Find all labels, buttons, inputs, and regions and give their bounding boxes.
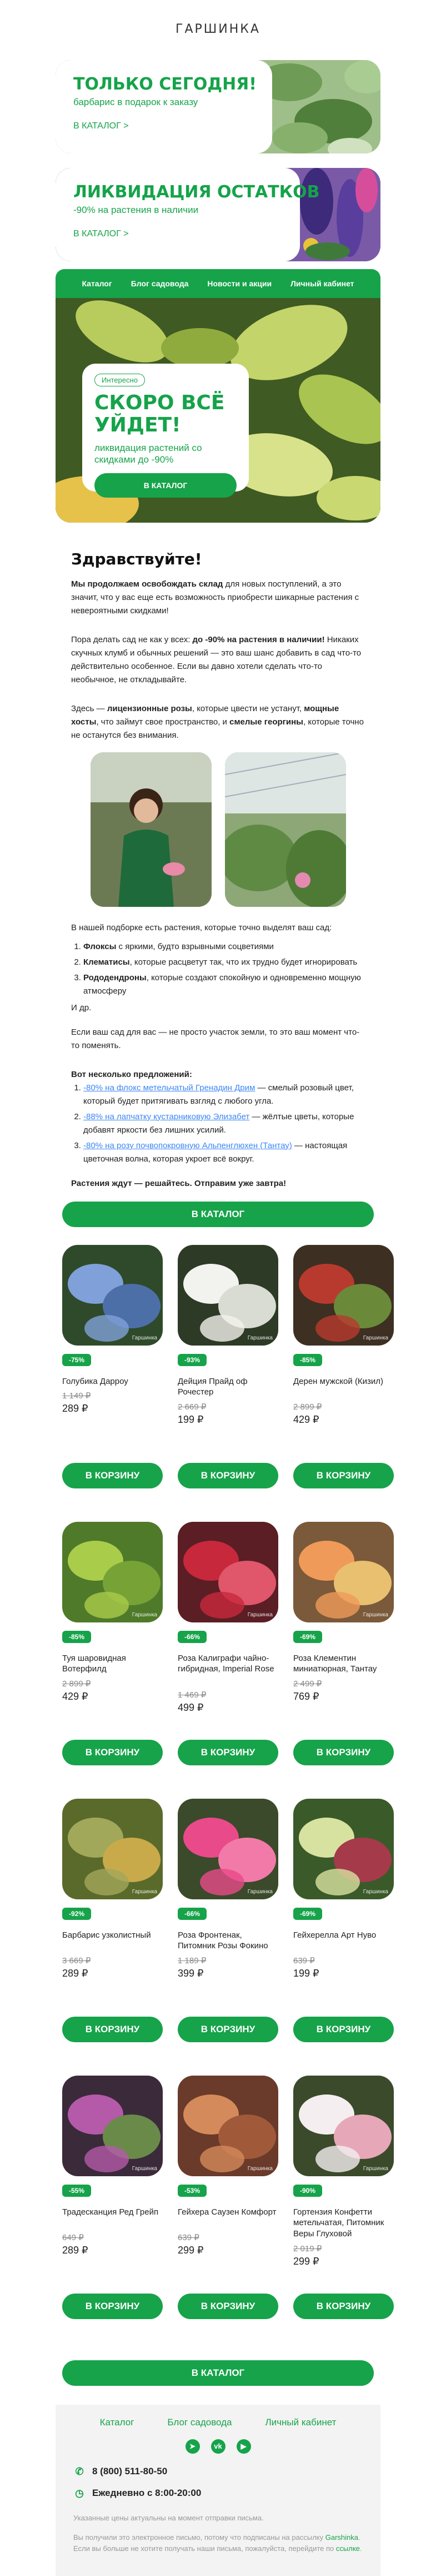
promo-banner-liquidation[interactable] <box>56 168 380 261</box>
watermark: Гаршинка <box>132 1888 157 1895</box>
product-name[interactable]: Традесканция Ред Грейп <box>62 2207 159 2217</box>
current-price: 289 ₽ <box>62 1402 88 1414</box>
hero-catalog-button[interactable]: В КАТАЛОГ <box>94 473 237 498</box>
product-card[interactable] <box>62 2076 163 2352</box>
product-image[interactable] <box>178 2076 278 2176</box>
phone-number[interactable]: 8 (800) 511-80-50 <box>92 2466 168 2477</box>
product-image[interactable] <box>178 1522 278 1622</box>
watermark: Гаршинка <box>132 1334 157 1341</box>
promo-banner-today[interactable] <box>56 60 380 153</box>
product-image[interactable] <box>293 2076 394 2176</box>
add-to-cart-button[interactable]: В КОРЗИНУ <box>178 1740 278 1765</box>
product-image[interactable] <box>293 1799 394 1899</box>
hero-title: СКОРО ВСЁ УЙДЕТ! <box>94 391 225 436</box>
greeting: Здравствуйте! <box>71 550 202 568</box>
product-name[interactable]: Туя шаровидная Вотерфилд <box>62 1653 126 1674</box>
current-price: 769 ₽ <box>293 1690 319 1702</box>
add-to-cart-button[interactable]: В КОРЗИНУ <box>178 2017 278 2042</box>
hours-row <box>73 2488 363 2499</box>
hero-subtitle: ликвидация растений со скидками до -90% <box>94 443 202 465</box>
discount-badge: -93% <box>178 1354 207 1366</box>
product-name[interactable]: Роза Калиграфи чайно-гибридная, Imperial Rose <box>178 1653 274 1674</box>
old-price: 639 ₽ <box>178 2232 199 2242</box>
current-price: 199 ₽ <box>293 1967 319 1979</box>
nav-item-catalog[interactable]: Каталог <box>82 279 112 288</box>
banner-subtitle: -90% на растения в наличии <box>73 204 199 215</box>
product-name[interactable]: Роза Клементин миниатюрная, Тантау <box>293 1653 377 1674</box>
old-price: 2 019 ₽ <box>293 2244 322 2254</box>
add-to-cart-button[interactable]: В КОРЗИНУ <box>178 1463 278 1488</box>
current-price: 429 ₽ <box>62 1690 88 1702</box>
banner-title: ТОЛЬКО СЕГОДНЯ! <box>73 75 257 94</box>
catalog-button[interactable]: В КАТАЛОГ <box>62 1202 374 1227</box>
product-name[interactable]: Гортензия Конфетти метельчатая, Питомник Веры Глуховой <box>293 2207 384 2239</box>
product-name[interactable]: Роза Фронтенак, Питомник Розы Фокино <box>178 1930 268 1951</box>
product-card[interactable] <box>293 1245 394 1522</box>
product-card[interactable] <box>62 1522 163 1799</box>
hero-banner <box>56 298 380 523</box>
product-name[interactable]: Барбарис узколистный <box>62 1930 151 1940</box>
offer-item: 1. -80% на флокс метельчатый Гренадин Дрим — смелый розовый цвет, который будет притягивать взгляд с любого угла. <box>83 1081 365 1108</box>
add-to-cart-button[interactable]: В КОРЗИНУ <box>178 2294 278 2319</box>
discount-badge: -75% <box>62 1354 91 1366</box>
old-price: 639 ₽ <box>293 1955 315 1965</box>
product-card[interactable] <box>293 1522 394 1799</box>
add-to-cart-button[interactable]: В КОРЗИНУ <box>293 2294 394 2319</box>
hero-card <box>82 364 249 492</box>
watermark: Гаршинка <box>247 2165 273 2172</box>
product-card[interactable] <box>62 1245 163 1522</box>
offers-title: Вот несколько предложений: <box>71 1069 192 1079</box>
social-links <box>73 2439 363 2454</box>
footer <box>56 2405 380 2576</box>
product-image[interactable] <box>178 1799 278 1899</box>
list-item: 2. Клематисы, которые расцветут так, что их трудно будет игнорировать <box>83 956 365 969</box>
banner-subtitle: барбарис в подарок к заказу <box>73 96 198 107</box>
discount-badge: -92% <box>62 1908 91 1920</box>
add-to-cart-button[interactable]: В КОРЗИНУ <box>293 2017 394 2042</box>
paragraph-1: Мы продолжаем освобождать склад для новых поступлений, а это значит, что у вас еще есть возможность приобрести шикарные растения с невероятными скидками! <box>71 579 359 616</box>
unsubscribe-note: Вы получили это электронное письмо, потому что подписаны на рассылку Garshinka. Если вы больше не хотите получать наши письма, пожалуйста, перейдите по ссылке. <box>73 2533 362 2553</box>
product-name[interactable]: Дейция Прайд оф Рочестер <box>178 1376 248 1397</box>
current-price: 199 ₽ <box>178 1413 204 1425</box>
product-image[interactable] <box>62 1522 163 1622</box>
product-name[interactable]: Гейхера Саузен Комфорт <box>178 2207 277 2217</box>
product-image[interactable] <box>178 1245 278 1346</box>
paragraph-3: Здесь — лицензионные розы, которые цвести не устанут, мощные хосты, что займут свое пространство, и смелые георгины, которые точно не останутся без внимания. <box>71 703 364 740</box>
current-price: 429 ₽ <box>293 1413 319 1425</box>
old-price: 1 149 ₽ <box>62 1391 91 1401</box>
old-price: 2 669 ₽ <box>178 1402 207 1412</box>
watermark: Гаршинка <box>363 2165 388 2172</box>
watermark: Гаршинка <box>363 1888 388 1895</box>
phone-row <box>73 2466 363 2478</box>
product-card[interactable] <box>62 1799 163 2076</box>
product-name[interactable]: Дерен мужской (Кизил) <box>293 1376 384 1386</box>
hero-pill: Интересно <box>94 374 145 386</box>
product-card[interactable] <box>178 1799 278 2076</box>
old-price: 1 189 ₽ <box>178 1955 207 1965</box>
product-image[interactable] <box>62 2076 163 2176</box>
vk-icon[interactable]: vk <box>211 2439 225 2454</box>
product-grid <box>0 1245 436 2352</box>
catalog-button-bottom[interactable]: В КАТАЛОГ <box>62 2360 374 2386</box>
paragraph-5: Если ваш сад для вас — не просто участок земли, то это ваш момент что-то поменять. <box>71 1027 360 1050</box>
add-to-cart-button[interactable]: В КОРЗИНУ <box>293 1463 394 1488</box>
product-card[interactable] <box>293 1799 394 2076</box>
brand-logo[interactable]: ГАРШИНКА <box>176 22 260 36</box>
nav-item-news[interactable]: Новости и акции <box>207 279 272 288</box>
product-image[interactable] <box>293 1522 394 1622</box>
plant-list <box>83 940 365 998</box>
old-price: 2 499 ₽ <box>293 1679 322 1689</box>
unsubscribe-link[interactable]: ссылке <box>335 2544 360 2553</box>
footer-link-blog[interactable]: Блог садовода <box>167 2416 232 2428</box>
add-to-cart-button[interactable]: В КОРЗИНУ <box>62 2294 163 2319</box>
discount-badge: -90% <box>293 2185 322 2197</box>
discount-badge: -53% <box>178 2185 207 2197</box>
product-card[interactable] <box>178 2076 278 2352</box>
photo-row <box>71 752 365 907</box>
banner-catalog-link[interactable]: В КАТАЛОГ > <box>73 121 129 131</box>
working-hours: Ежедневно с 8:00-20:00 <box>92 2488 202 2499</box>
discount-badge: -66% <box>178 1908 207 1920</box>
add-to-cart-button[interactable]: В КОРЗИНУ <box>62 2017 163 2042</box>
offer-link[interactable]: -80% на розу почвопокровную Альпенглюхен (Тантау) <box>83 1140 292 1150</box>
current-price: 499 ₽ <box>178 1701 204 1713</box>
current-price: 289 ₽ <box>62 1967 88 1979</box>
offer-item: 3. -80% на розу почвопокровную Альпенглюхен (Тантау) — настоящая цветочная волна, которая укроет всё вокруг. <box>83 1139 365 1166</box>
list-item: 1. Флоксы с яркими, будто взрывными соцветиями <box>83 940 365 954</box>
nav-item-account[interactable]: Личный кабинет <box>290 279 354 288</box>
watermark: Гаршинка <box>247 1334 273 1341</box>
current-price: 299 ₽ <box>178 2244 204 2256</box>
main-nav <box>56 269 380 298</box>
old-price: 649 ₽ <box>62 2232 84 2242</box>
brand-link[interactable]: Garshinka <box>325 2533 358 2542</box>
price-note: Указанные цены актуальны на момент отправки письма. <box>73 2513 264 2522</box>
watermark: Гаршинка <box>247 1611 273 1618</box>
offer-item: 2. -88% на лапчатку кустарниковую Элизабет — жёлтые цветы, которые добавят яркости без лишних усилий. <box>83 1110 365 1137</box>
footer-nav <box>73 2417 363 2428</box>
letter-body <box>0 523 436 1190</box>
paragraph-2: Пора делать сад не как у всех: до -90% на растения в наличии! Никаких скучных клумб и обычных решений — это ваш шанс добавить в сад что-то действительно особенное. Если вы давно хотели сделать что-то необычное, не откладывайте. <box>71 634 362 684</box>
phone-icon: ✆ <box>75 2465 84 2477</box>
current-price: 399 ₽ <box>178 1967 204 1979</box>
old-price: 2 899 ₽ <box>62 1679 91 1689</box>
banner-title: ЛИКВИДАЦИЯ ОСТАТКОВ <box>73 182 320 202</box>
watermark: Гаршинка <box>132 1611 157 1618</box>
product-card[interactable] <box>178 1522 278 1799</box>
old-price: 1 469 ₽ <box>178 1690 207 1700</box>
watermark: Гаршинка <box>132 2165 157 2172</box>
discount-badge: -66% <box>178 1631 207 1643</box>
product-name[interactable]: Голубика Дарроу <box>62 1376 128 1386</box>
watermark: Гаршинка <box>363 1611 388 1618</box>
watermark: Гаршинка <box>247 1888 273 1895</box>
banner-catalog-link[interactable]: В КАТАЛОГ > <box>73 229 129 239</box>
product-image[interactable] <box>62 1245 163 1346</box>
product-image[interactable] <box>62 1799 163 1899</box>
add-to-cart-button[interactable]: В КОРЗИНУ <box>62 1463 163 1488</box>
footer-link-account[interactable]: Личный кабинет <box>265 2416 337 2428</box>
current-price: 299 ₽ <box>293 2255 319 2267</box>
old-price: 2 899 ₽ <box>293 1402 322 1412</box>
product-card[interactable] <box>178 1245 278 1522</box>
discount-badge: -85% <box>62 1631 91 1643</box>
youtube-icon[interactable]: ▶ <box>237 2439 251 2454</box>
watermark: Гаршинка <box>363 1334 388 1341</box>
telegram-icon[interactable]: ➤ <box>186 2439 200 2454</box>
discount-badge: -69% <box>293 1631 322 1643</box>
paragraph-4: В нашей подборке есть растения, которые точно выделят ваш сад: <box>71 922 332 932</box>
product-name[interactable]: Гейхерелла Арт Нуво <box>293 1930 377 1940</box>
offer-link[interactable]: -80% на флокс метельчатый Гренадин Дрим <box>83 1083 255 1093</box>
discount-badge: -55% <box>62 2185 91 2197</box>
clock-icon: ◷ <box>75 2487 84 2499</box>
product-card[interactable] <box>293 2076 394 2352</box>
closing-line: Растения ждут — решайтесь. Отправим уже завтра! <box>71 1178 287 1188</box>
footer-link-catalog[interactable]: Каталог <box>99 2416 134 2428</box>
gardener-photo <box>91 752 212 907</box>
old-price: 3 669 ₽ <box>62 1955 91 1965</box>
greenhouse-photo <box>225 752 346 907</box>
offer-link[interactable]: -88% на лапчатку кустарниковую Элизабет <box>83 1111 250 1121</box>
product-image[interactable] <box>293 1245 394 1346</box>
list-item: 3. Рододендроны, которые создают спокойную и одновременно мощную атмосферу <box>83 971 365 998</box>
discount-badge: -85% <box>293 1354 322 1366</box>
discount-badge: -69% <box>293 1908 322 1920</box>
nav-item-blog[interactable]: Блог садовода <box>131 279 189 288</box>
offers-list <box>83 1081 365 1166</box>
current-price: 289 ₽ <box>62 2244 88 2256</box>
add-to-cart-button[interactable]: В КОРЗИНУ <box>293 1740 394 1765</box>
add-to-cart-button[interactable]: В КОРЗИНУ <box>62 1740 163 1765</box>
etc-text: И др. <box>71 1002 92 1012</box>
